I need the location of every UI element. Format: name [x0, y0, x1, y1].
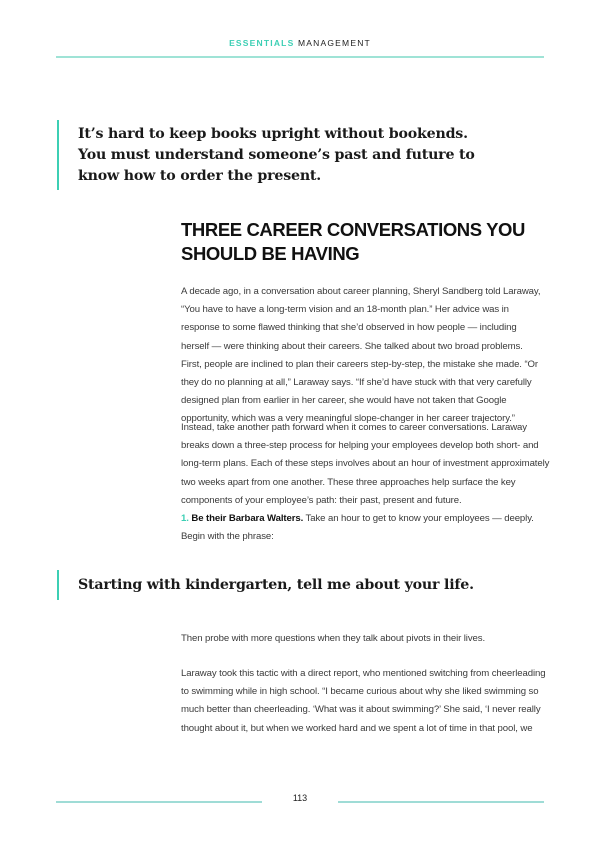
step-text: Take an hour to get to know your employees — deeply.	[303, 513, 534, 524]
body-line: to swimming while in high school. “I became curious about why she liked swimming so	[181, 686, 539, 698]
body-paragraph	[181, 665, 551, 738]
body-line: two weeks apart from one another. These three approaches help surface the key	[181, 476, 516, 488]
body-line: Instead, take another path forward when it comes to career conversations. Laraway	[181, 422, 527, 433]
body-line: designed plan from earlier in her career, she would have not taken that Google	[181, 395, 507, 407]
body-line: Laraway took this tactic with a direct report, who mentioned switching from cheerleading	[181, 668, 546, 679]
section-heading-line: THREE CAREER CONVERSATIONS YOU	[181, 219, 525, 240]
body-line: breaks down a three-step process for helping your employees develop both short- and	[181, 440, 539, 452]
step-paragraph	[181, 510, 551, 546]
header-rule	[56, 56, 544, 58]
body-paragraph	[181, 419, 551, 510]
body-line: opportunity, which was a very meaningful slope-changer in her career trajectory.”	[181, 413, 515, 425]
running-header	[0, 38, 600, 48]
pull-quote-line: Starting with kindergarten, tell me about your life.	[78, 577, 474, 593]
section-heading	[181, 218, 541, 266]
pull-quote-line: You must understand someone’s past and future to	[78, 147, 475, 163]
pull-quote	[57, 120, 475, 190]
step-number: 1.	[181, 513, 189, 524]
body-line: A decade ago, in a conversation about career planning, Sheryl Sandberg told Laraway,	[181, 286, 541, 297]
body-line: response to some flawed thinking that she’d observed in how people — including	[181, 322, 517, 334]
header-accent-text: ESSENTIALS	[229, 38, 295, 48]
section-heading-line: SHOULD BE HAVING	[181, 243, 360, 264]
body-paragraph	[181, 283, 551, 429]
footer-rule-right	[338, 801, 544, 803]
pull-quote	[57, 570, 478, 600]
body-line: First, people are inclined to plan their careers step-by-step, the mistake she made. “Or	[181, 358, 538, 370]
body-line: much better than cheerleading. ‘What was it about swimming?’ She said, ‘I never really	[181, 704, 541, 716]
body-line: they do no planning at all,” Laraway says. “If she’d have stuck with that very carefully	[181, 377, 532, 389]
body-line: thought about it, but when we worked hard and we spent a lot of time in that pool, we	[181, 722, 533, 734]
step-lead: Be their Barbara Walters.	[188, 513, 304, 524]
body-line: herself — were thinking about their careers. She talked about two broad problems.	[181, 340, 523, 352]
body-line: components of your employee’s path: their past, present and future.	[181, 494, 462, 506]
pull-quote-line: It’s hard to keep books upright without bookends.	[78, 126, 468, 142]
header-section-text: MANAGEMENT	[294, 38, 371, 48]
pull-quote-line: know how to order the present.	[78, 168, 322, 184]
body-line: “You have to have a long-term vision and an 18-month plan.” Her advice was in	[181, 304, 509, 316]
page-number: 113	[292, 793, 308, 803]
step-line	[181, 510, 551, 528]
body-paragraph	[181, 630, 551, 648]
body-line: long-term plans. Each of these steps involves about an hour of investment approximately	[181, 458, 550, 470]
step-line: Begin with the phrase:	[181, 531, 274, 543]
body-line: Then probe with more questions when they talk about pivots in their lives.	[181, 633, 486, 644]
